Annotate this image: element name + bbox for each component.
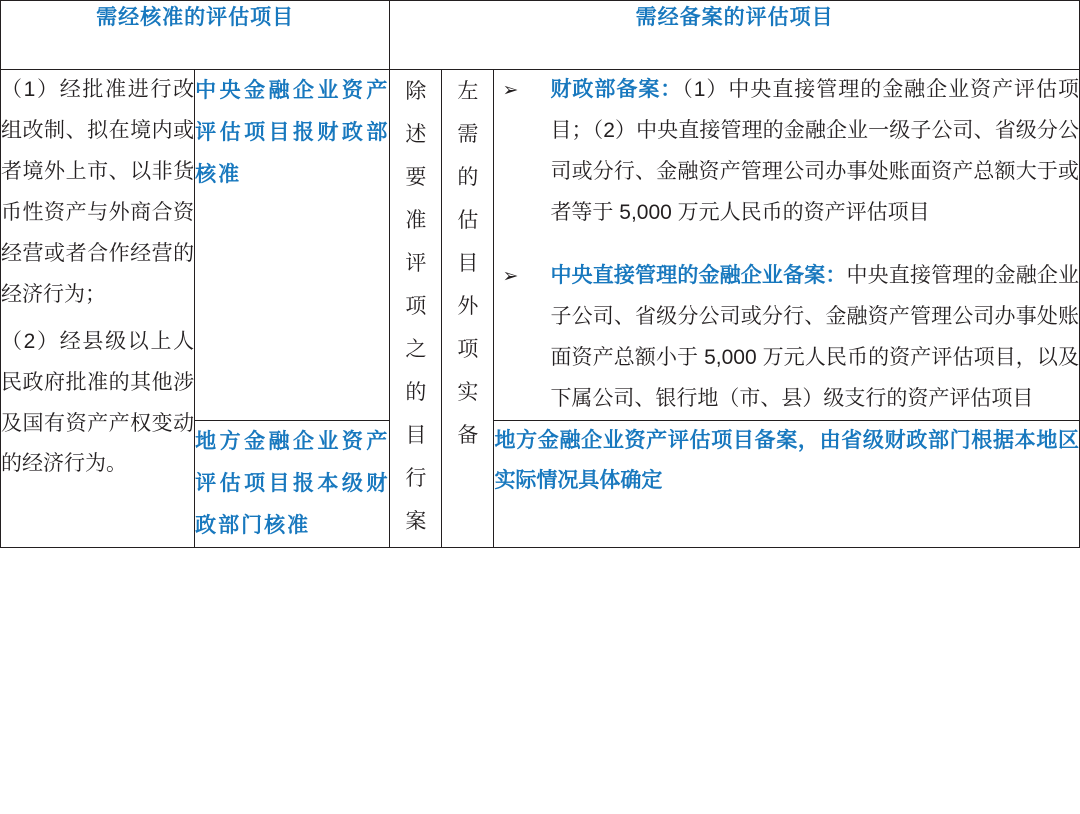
vertical-char: 评 <box>405 252 427 276</box>
list-item <box>494 256 1079 420</box>
vertical-char: 行 <box>405 467 427 491</box>
vertical-char: 的 <box>405 381 427 405</box>
header-filing: 需经备案的评估项目 <box>390 1 1080 70</box>
vertical-char: 项 <box>405 295 427 319</box>
arrow-bullet-icon: ➢ <box>502 80 519 101</box>
vertical-char: 目 <box>405 424 427 448</box>
left-rule-item-1: （1）经批准进行改组改制、拟在境内或者境外上市、以非货币性资产与外商合资经营或者合作经营的经济行为； <box>1 78 195 306</box>
vertical-char: 估 <box>457 209 479 233</box>
filing-bullets-cell <box>494 70 1080 421</box>
filing-bullet-list <box>494 70 1079 420</box>
bullet-text: 中央直接管理的金融企业子公司、省级分公司或分行、金融资产管理公司办事处账面资产总额小于 5,000 万元人民币的资产评估项目，以及下属公司、银行地（市、县）级支行的资产评估项目 <box>550 263 1079 410</box>
bullet-lead: 中央直接管理的金融企业备案： <box>550 263 847 287</box>
vertical-char: 之 <box>405 338 427 362</box>
vertical-column-right <box>442 70 494 548</box>
vertical-char: 准 <box>405 209 427 233</box>
vertical-char: 项 <box>457 338 479 362</box>
vertical-char: 要 <box>405 166 427 190</box>
filing-note-cell: 地方金融企业资产评估项目备案，由省级财政部门根据本地区实际情况具体确定 <box>494 420 1080 547</box>
table-header-row <box>1 1 1080 70</box>
approval-central-cell: 中央金融企业资产评估项目报财政部核准 <box>195 70 390 421</box>
vertical-char: 实 <box>457 381 479 405</box>
vertical-char: 目 <box>457 252 479 276</box>
vertical-column-left <box>390 70 442 548</box>
bullet-lead: 财政部备案： <box>550 78 683 101</box>
table-row <box>1 70 1080 421</box>
left-rules-cell <box>1 70 195 548</box>
vertical-char: 需 <box>457 123 479 147</box>
approval-local-cell: 地方金融企业资产评估项目报本级财政部门核准 <box>195 420 390 547</box>
vertical-char: 案 <box>405 510 427 534</box>
vertical-char: 备 <box>457 424 479 448</box>
vertical-char: 的 <box>457 166 479 190</box>
vertical-char: 述 <box>405 123 427 147</box>
arrow-bullet-icon: ➢ <box>502 265 519 287</box>
header-approval: 需经核准的评估项目 <box>1 1 390 70</box>
left-rule-item-2: （2）经县级以上人民政府批准的其他涉及国有资产产权变动的经济行为。 <box>1 329 195 476</box>
vertical-char: 外 <box>457 295 479 319</box>
vertical-char: 左 <box>457 80 479 103</box>
vertical-char: 除 <box>405 80 427 103</box>
list-item <box>494 70 1079 234</box>
bullet-text: （1）中央直接管理的金融企业资产评估项目；（2）中央直接管理的金融企业一级子公司、省级分公司或分行、金融资产管理公司办事处账面资产总额大于或者等于 5,000 万元人民币的资产评估项目 <box>550 78 1079 224</box>
